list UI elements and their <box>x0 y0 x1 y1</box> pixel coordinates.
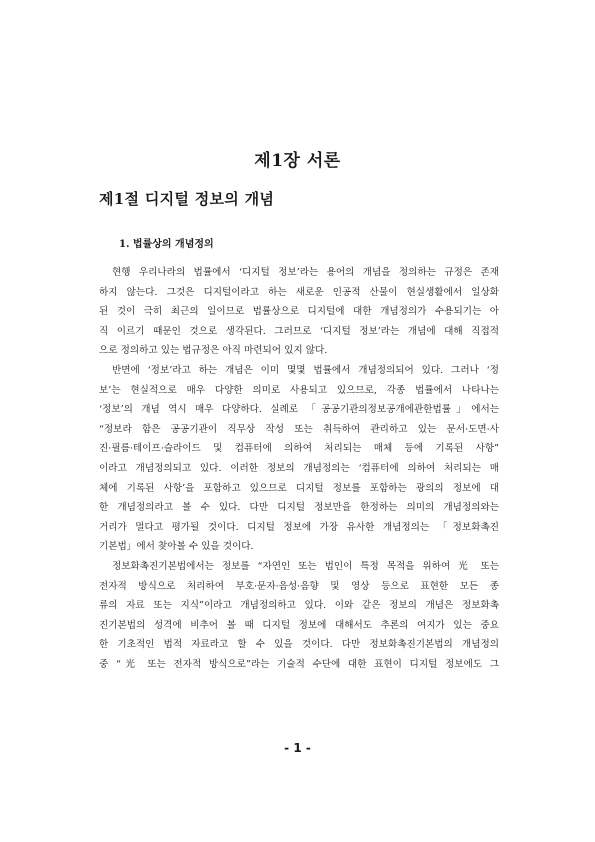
paragraph-1-line: 하지 않는다. 그것은 디지털이라고 하는 새로운 인공적 산물이 현실생활에서 일상화 <box>99 286 499 298</box>
paragraph-3-line: 한 기초적인 법적 자료라고 할 수 있을 것이다. 다만 정보화촉진기본법의 개념정의 <box>99 639 499 651</box>
section-title: 제1절 디지털 정보의 개념 <box>99 190 275 208</box>
paragraph-1-line: 현행 우리나라의 법률에서 ‘디지털 정보’라는 용어의 개념을 정의하는 규정은 존재 <box>112 267 499 278</box>
paragraph-2-line: 기본법」에서 찾아볼 수 있을 것이다. <box>99 541 254 553</box>
paragraph-2-line: “정보라 함은 공공기관이 직무상 작성 또는 취득하여 관리하고 있는 문서·도면·사 <box>99 423 499 435</box>
paragraph-1-line: 직 이르기 때문인 것으로 생각된다. 그러므로 ‘디지털 정보’라는 개념에 대해 직접적 <box>99 325 499 337</box>
paragraph-2-line: 이라고 개념정의되고 있다. 이러한 정보의 개념정의는 ‘컴퓨터에 의하여 처리되는 매 <box>99 462 499 474</box>
chapter-title: 제1장 서론 <box>254 151 341 171</box>
paragraph-3-line: 전자적 방식으로 처리하여 부호·문자·음성·음향 및 영상 등으로 표현한 모든 종 <box>99 580 499 592</box>
paragraph-3-line: 진기본법의 성격에 비추어 볼 때 디지털 정보에 대해서도 추론의 여지가 있는 중요 <box>99 619 499 631</box>
paragraph-2-line: 반면에 ‘정보’라고 하는 개념은 이미 몇몇 법률에서 개념정의되어 있다. 그러나 ‘정 <box>112 364 499 376</box>
paragraph-1-line: 으로 정의하고 있는 법규정은 아직 마련되어 있지 않다. <box>99 345 328 357</box>
paragraph-2-line: ‘정보’의 개념 역시 매우 다양하다. 실례로 「공공기관의정보공개에관한법률」에서는 <box>99 404 499 416</box>
paragraph-2-line: 진·필름·테이프·슬라이드 및 컴퓨터에 의하여 처리되는 매체 등에 기록된 사항” <box>99 443 499 455</box>
paragraph-3-line: 정보화촉진기본법에서는 정보를 “자연인 또는 법인이 특정 목적을 위하여 光 또는 <box>112 560 499 572</box>
paragraph-3-line: 중 “光 또는 전자적 방식으로”라는 기술적 수단에 대한 표현이 디지털 정보에도 그 <box>99 658 499 670</box>
body-text <box>99 263 499 674</box>
paragraph-2-line: 한 개념정의라고 볼 수 있다. 다만 디지털 정보만을 한정하는 의미의 개념정의와는 <box>99 502 499 514</box>
page-number: - 1 - <box>284 741 311 755</box>
paragraph-1-line: 된 것이 극히 최근의 일이므로 법률상으로 디지털에 대한 개념정의가 수용되기는 아 <box>99 306 499 318</box>
sub-heading: 1. 법률상의 개념정의 <box>119 239 214 250</box>
paragraph-3-line: 류의 자료 또는 지식”이라고 개념정의하고 있다. 이와 같은 정보의 개념은 정보화촉 <box>99 600 499 612</box>
paragraph-2-line: 거리가 멀다고 평가될 것이다. 디지털 정보에 가장 유사한 개념정의는 「정보화촉진 <box>99 521 499 533</box>
paragraph-2-line: 보’는 현실적으로 매우 다양한 의미로 사용되고 있으므로, 각종 법률에서 나타나는 <box>99 384 499 396</box>
paragraph-2-line: 체에 기록된 사항’을 포함하고 있으므로 디지털 정보를 포함하는 광의의 정보에 대 <box>99 482 499 494</box>
